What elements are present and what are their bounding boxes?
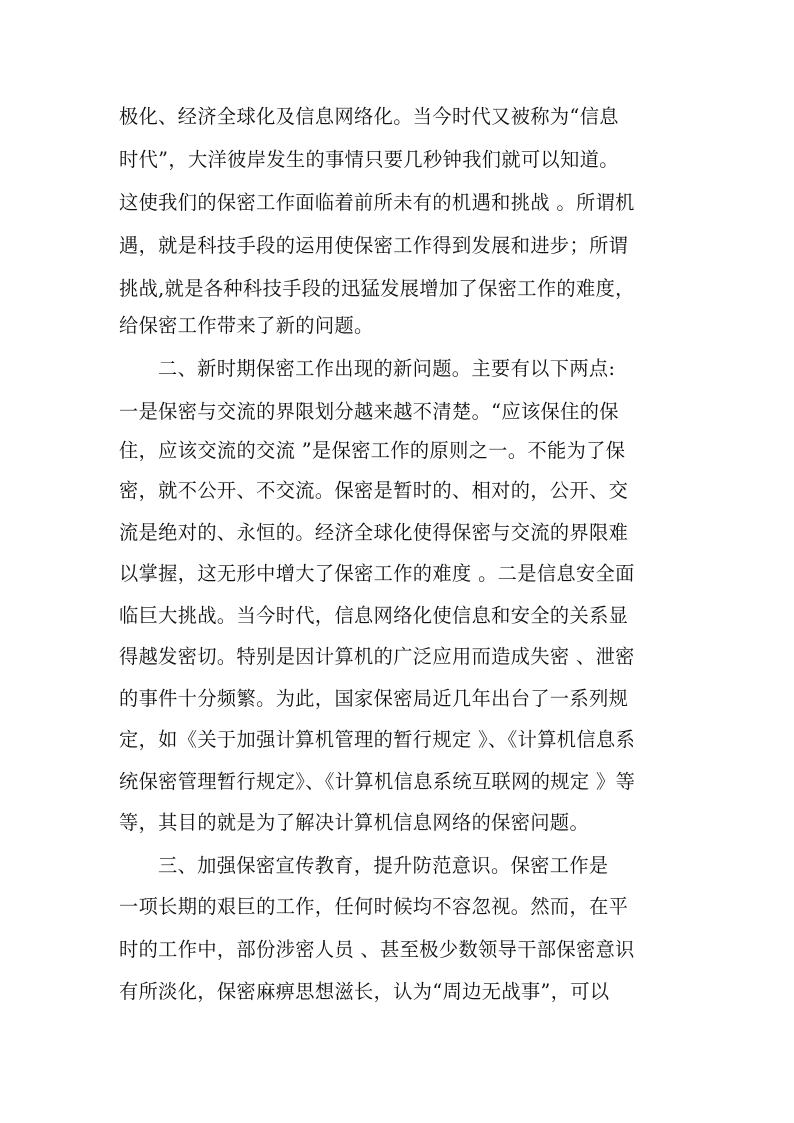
text-line: 密，就不公开、不交流。保密是暂时的、相对的，公开、交 bbox=[119, 479, 629, 502]
text-line: 一是保密与交流的界限划分越来越不清楚。“应该保住的保 bbox=[119, 400, 619, 423]
paragraph-start-line: 三、加强保密宣传教育，提升防范意识。保密工作是 bbox=[158, 854, 609, 877]
text-line: 遇，就是科技手段的运用使保密工作得到发展和进步；所谓 bbox=[119, 234, 629, 257]
text-line: 的事件十分频繁。为此，国家保密局近几年出台了一系列规 bbox=[119, 687, 629, 710]
paragraph-start-line: 二、新时期保密工作出现的新问题。主要有以下两点: bbox=[158, 357, 616, 380]
text-line: 挑战,就是各种科技手段的迅猛发展增加了保密工作的难度， bbox=[119, 277, 635, 300]
text-line: 时代”，大洋彼岸发生的事情只要几秒钟我们就可以知道。 bbox=[119, 148, 619, 171]
text-line: 有所淡化，保密麻痹思想滋长，认为“周边无战事”，可以 bbox=[119, 980, 610, 1003]
text-line: 等，其目的就是为了解决计算机信息网络的保密问题。 bbox=[119, 811, 590, 834]
text-line: 住，应该交流的交流 ”是保密工作的原则之一。不能为了保 bbox=[119, 439, 626, 462]
text-line: 定，如《关于加强计算机管理的暂行规定 》、《计算机信息系 bbox=[119, 728, 636, 751]
text-line: 这使我们的保密工作面临着前所未有的机遇和挑战 。所谓机 bbox=[119, 191, 635, 214]
text-line: 以掌握，这无形中增大了保密工作的难度 。二是信息安全面 bbox=[119, 562, 635, 585]
text-line: 给保密工作带来了新的问题。 bbox=[119, 314, 374, 337]
text-line: 临巨大挑战。当今时代，信息网络化使信息和安全的关系显 bbox=[119, 604, 629, 627]
text-line: 极化、经济全球化及信息网络化。当今时代又被称为“信息 bbox=[119, 105, 619, 128]
text-line: 流是绝对的、永恒的。经济全球化使得保密与交流的界限难 bbox=[119, 521, 629, 544]
text-line: 一项长期的艰巨的工作，任何时候均不容忽视。然而，在平 bbox=[119, 895, 629, 918]
text-line: 时的工作中，部份涉密人员 、甚至极少数领导干部保密意识 bbox=[119, 938, 635, 961]
text-line: 统保密管理暂行规定》、《计算机信息系统互联网的规定 》等 bbox=[119, 770, 636, 793]
text-line: 得越发密切。特别是因计算机的广泛应用而造成失密 、泄密 bbox=[119, 645, 635, 668]
